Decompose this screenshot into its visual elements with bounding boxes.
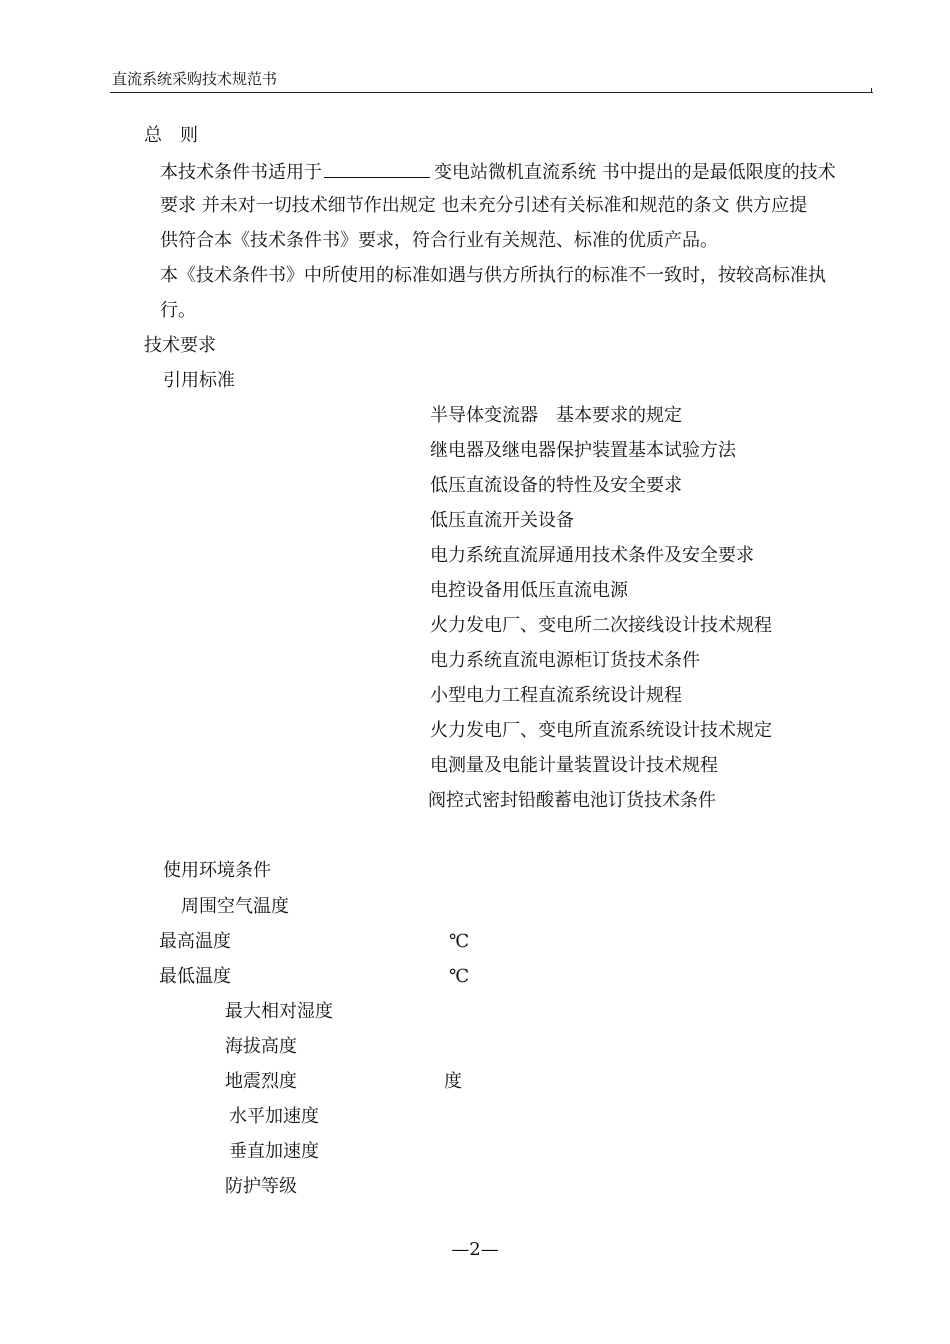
general-heading: 总 则 <box>144 125 198 146</box>
general-para2-line1: 本《技术条件书》中所使用的标准如遇与供方所执行的标准不一致时，按较高标准执 <box>160 265 826 286</box>
standard-item: 阀控式密封铅酸蓄电池订货技术条件 <box>428 790 716 811</box>
standard-item: 电测量及电能计量装置设计技术规程 <box>430 755 718 776</box>
ambient-temp-label: 周围空气温度 <box>181 896 289 917</box>
standard-item: 火力发电厂、变电所直流系统设计技术规定 <box>430 720 772 741</box>
max-humidity-label: 最大相对湿度 <box>225 1001 333 1022</box>
general-para1-start: 本技术条件书适用于 <box>160 162 322 183</box>
fill-in-blank <box>324 160 430 178</box>
max-temp-unit: ℃ <box>449 931 470 952</box>
page-number: —2— <box>451 1239 499 1260</box>
altitude-label: 海拔高度 <box>225 1036 297 1057</box>
header-rule <box>110 92 873 93</box>
general-para1-rest: 变电站微机直流系统 书中提出的是最低限度的技术 <box>434 162 836 183</box>
standard-item: 低压直流设备的特性及安全要求 <box>430 475 682 496</box>
max-temp-label: 最高温度 <box>159 931 231 952</box>
standard-item: 小型电力工程直流系统设计规程 <box>430 685 682 706</box>
horizontal-accel-label: 水平加速度 <box>229 1106 319 1127</box>
min-temp-label: 最低温度 <box>159 966 231 987</box>
seismic-label: 地震烈度 <box>225 1071 297 1092</box>
standard-item: 电控设备用低压直流电源 <box>430 580 628 601</box>
standard-item: 半导体变流器 基本要求的规定 <box>430 405 682 426</box>
min-temp-unit: ℃ <box>449 966 470 987</box>
protection-class-label: 防护等级 <box>225 1176 297 1197</box>
standard-item: 继电器及继电器保护装置基本试验方法 <box>430 440 736 461</box>
standard-item: 电力系统直流屏通用技术条件及安全要求 <box>430 545 754 566</box>
standards-heading: 引用标准 <box>163 370 235 391</box>
general-para1-line1 <box>160 160 836 184</box>
seismic-unit: 度 <box>444 1071 462 1092</box>
general-para2-line2: 行。 <box>160 300 196 321</box>
general-para1-line2: 要求 并未对一切技术细节作出规定 也未充分引述有关标准和规范的条文 供方应提 <box>160 195 808 216</box>
technical-heading: 技术要求 <box>144 335 216 356</box>
header-rule-tick <box>871 88 872 93</box>
vertical-accel-label: 垂直加速度 <box>229 1141 319 1162</box>
general-para1-line3: 供符合本《技术条件书》要求，符合行业有关规范、标准的优质产品。 <box>160 230 718 251</box>
standard-item: 火力发电厂、变电所二次接线设计技术规程 <box>430 615 772 636</box>
standard-item: 电力系统直流电源柜订货技术条件 <box>430 650 700 671</box>
header-title: 直流系统采购技术规范书 <box>112 70 278 88</box>
standard-item: 低压直流开关设备 <box>430 510 574 531</box>
env-heading: 使用环境条件 <box>163 860 271 881</box>
